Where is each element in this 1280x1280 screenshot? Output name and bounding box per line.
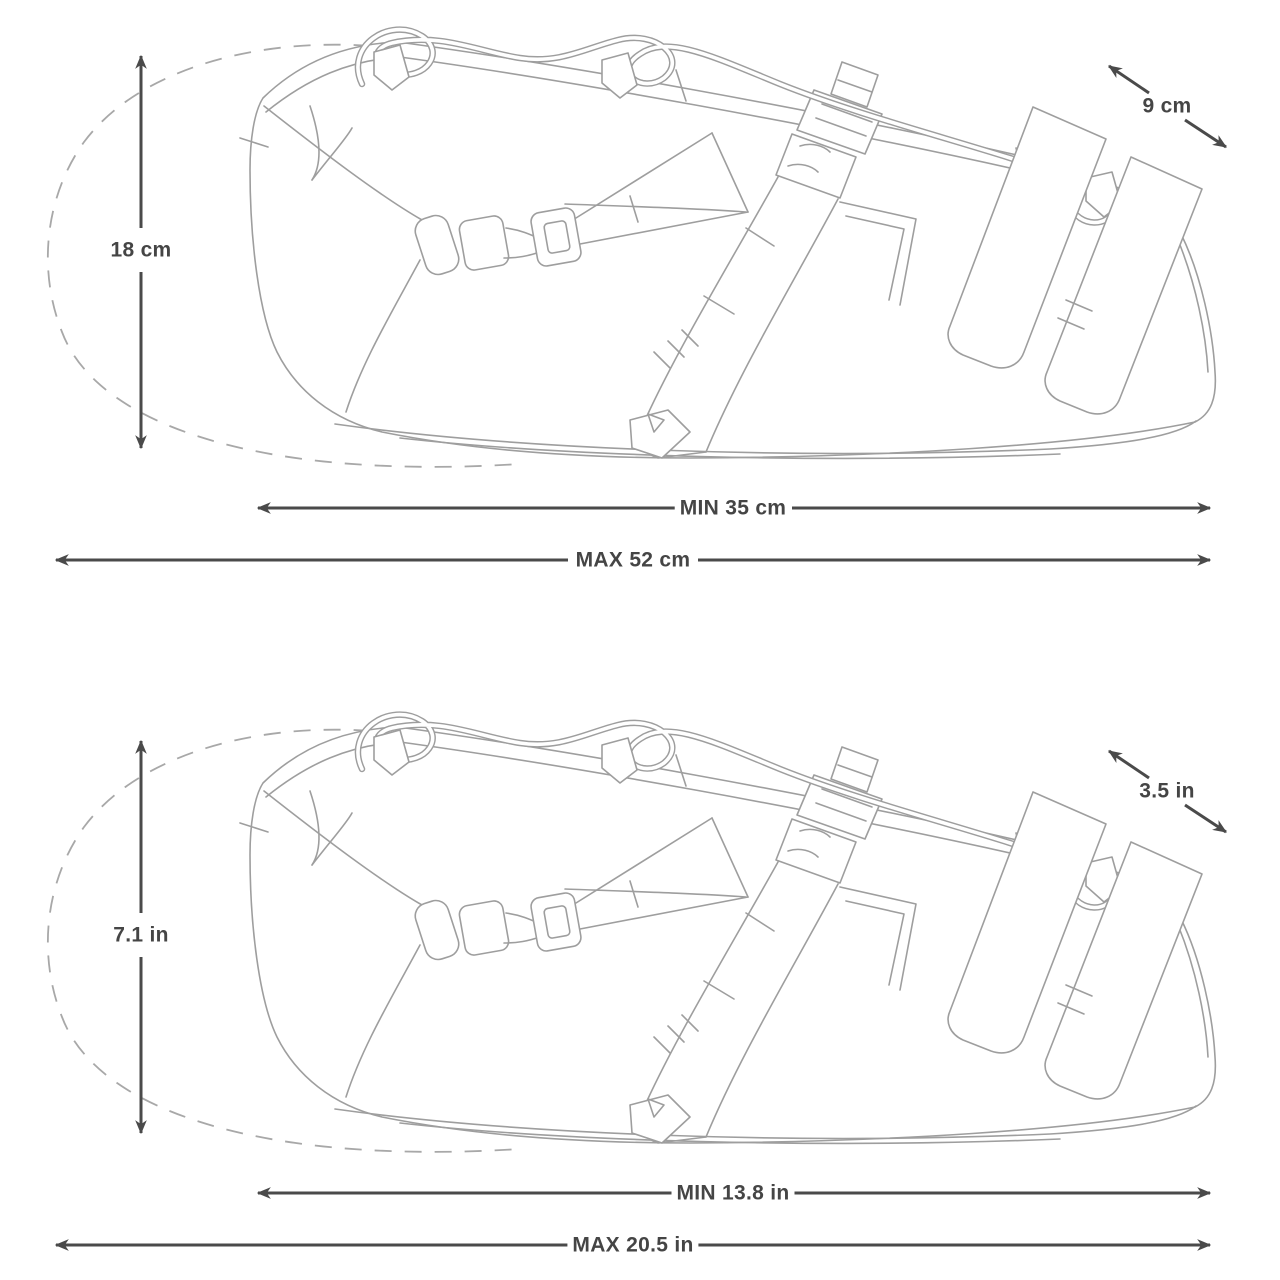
depth-dimension-label: 9 cm [1137, 95, 1196, 118]
min-width-dimension-label: MIN 35 cm [675, 497, 792, 520]
height-dimension-label: 7.1 in [108, 924, 174, 947]
min-width-dimension-label: MIN 13.8 in [672, 1182, 795, 1205]
height-dimension-label: 18 cm [105, 239, 176, 262]
depth-dimension-label: 3.5 in [1134, 780, 1200, 803]
max-width-dimension-label: MAX 52 cm [571, 549, 696, 572]
max-width-dimension-label: MAX 20.5 in [567, 1234, 698, 1257]
panel-imperial [0, 685, 1280, 1280]
saddle-pack-illustration-imperial [0, 685, 1280, 1280]
